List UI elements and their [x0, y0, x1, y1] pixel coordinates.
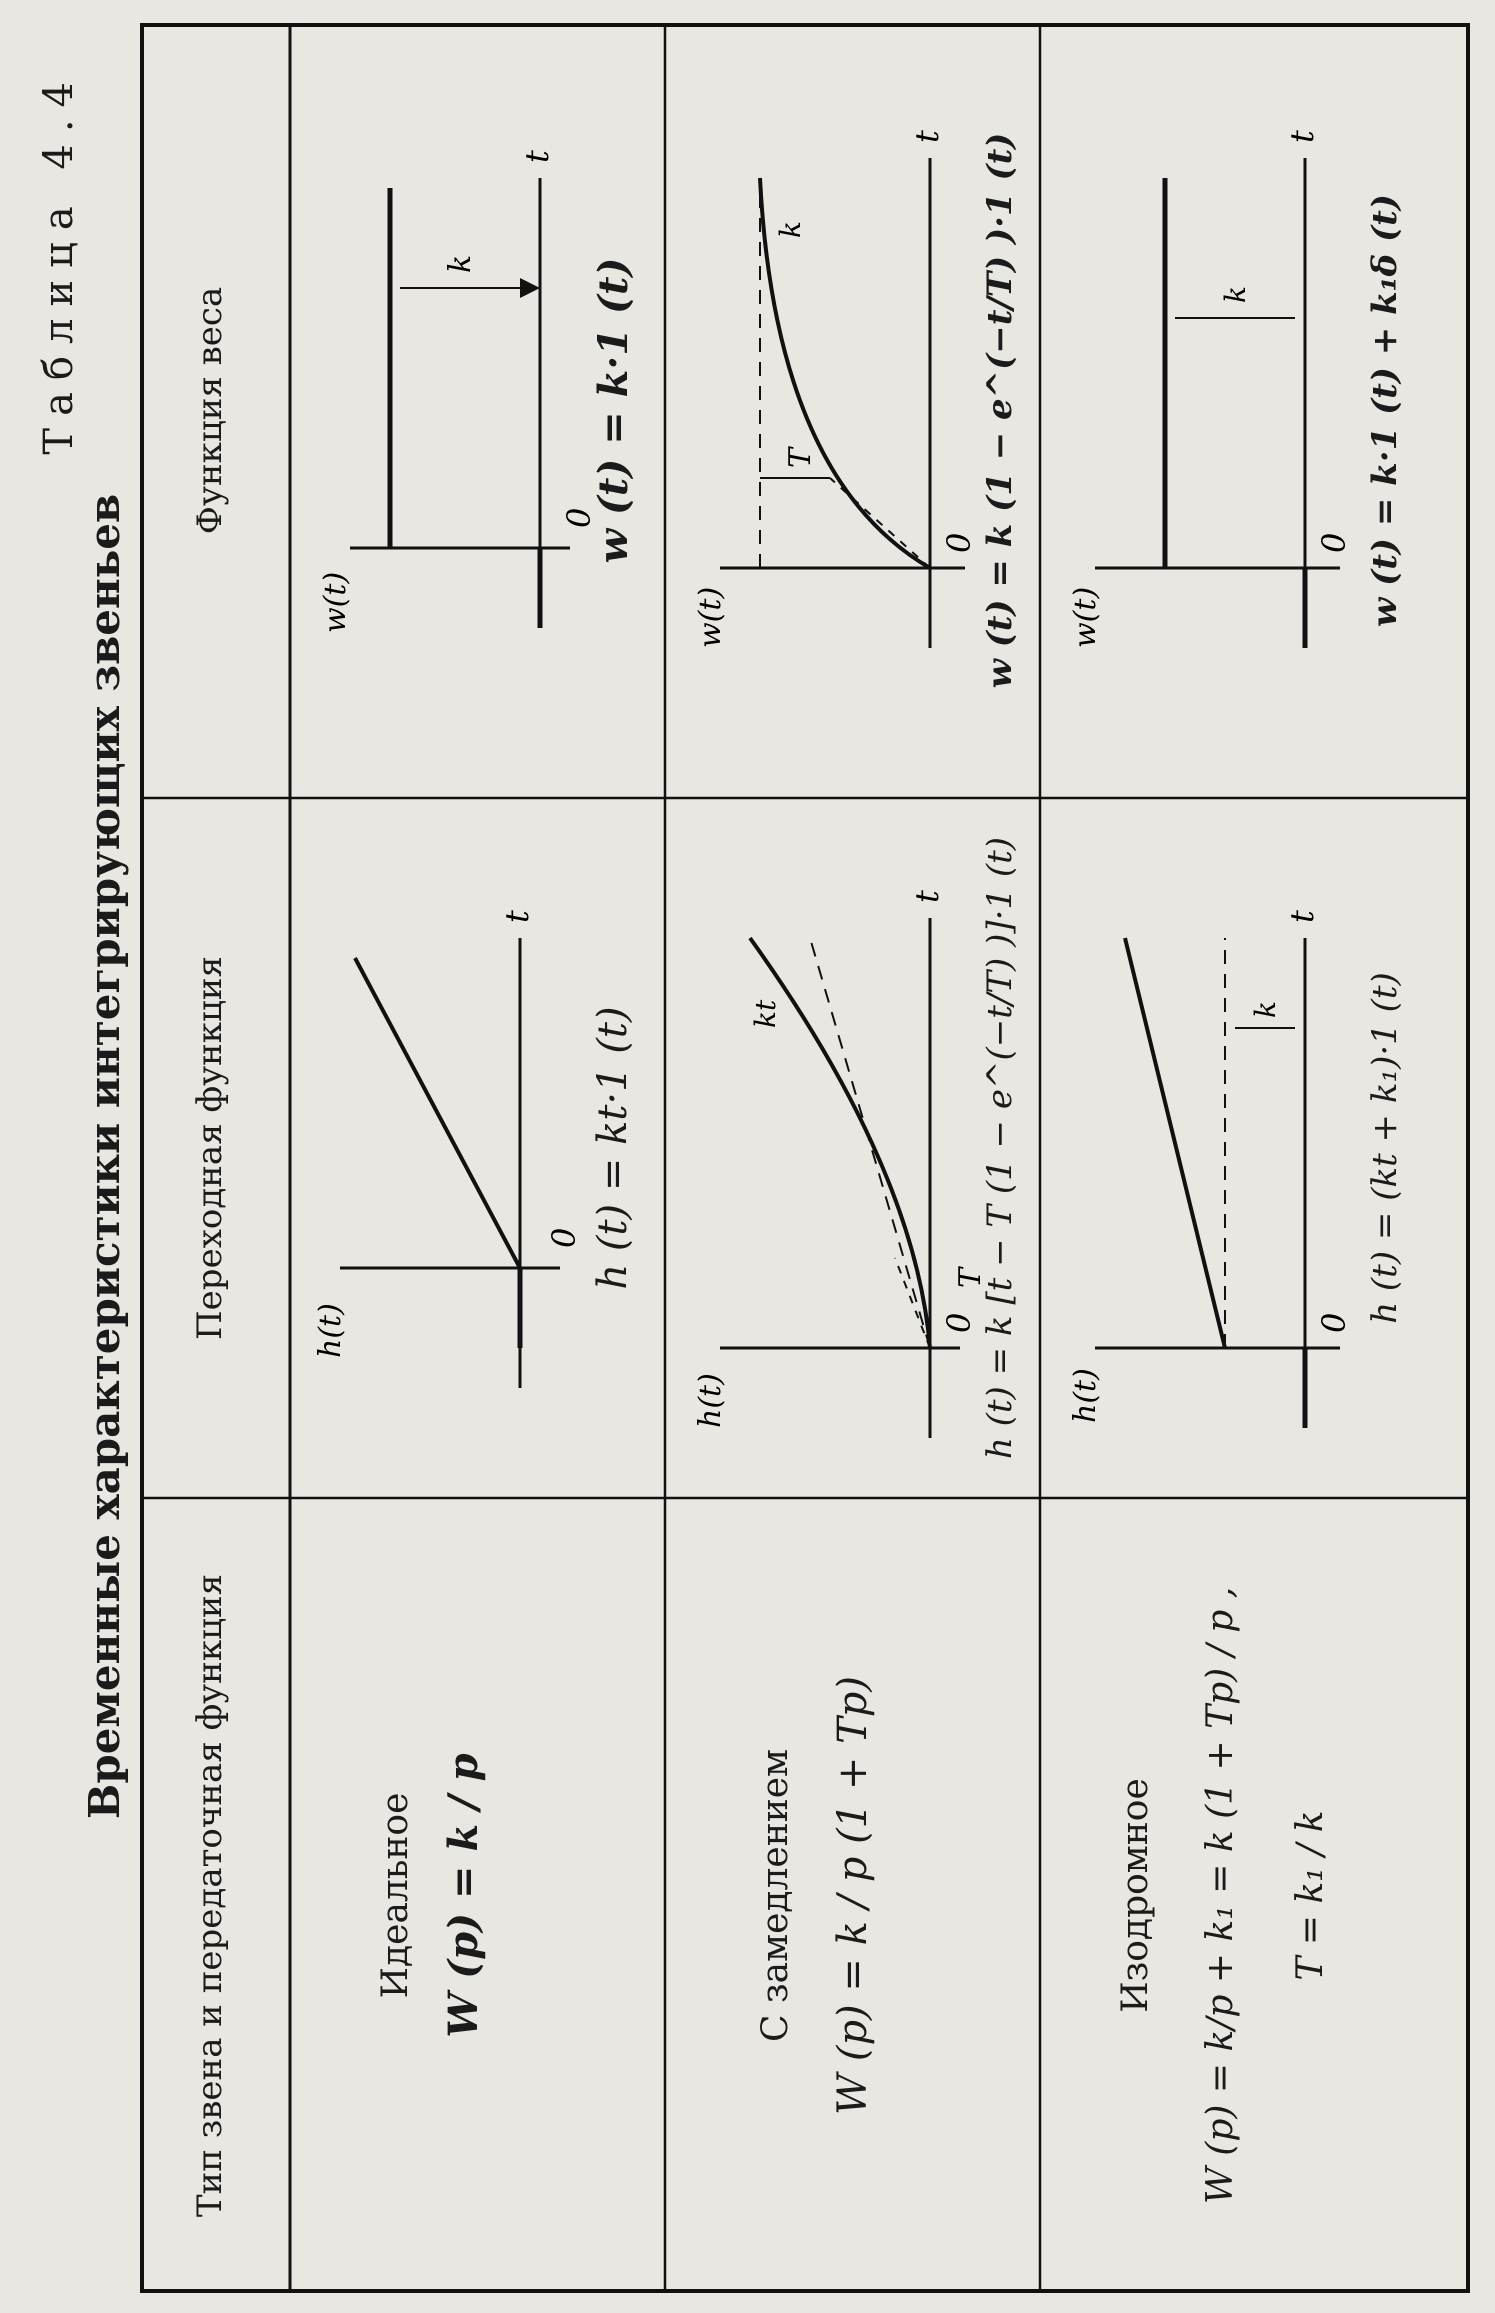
- row2-w-label: w(t): [693, 586, 728, 648]
- row2-h-label: h(t): [693, 1373, 728, 1428]
- row3-transfer-T: T = k₁ / k: [1290, 1810, 1331, 1981]
- row3-step-plot: [1055, 798, 1385, 1498]
- row2-type: С замедлением: [755, 1748, 796, 2043]
- row1-weight-plot: [300, 23, 620, 798]
- row1-zero-label: 0: [545, 1227, 583, 1248]
- row1-step-plot: [300, 798, 630, 1498]
- row2-k-label: k: [774, 221, 807, 238]
- row1-w-label: w(t): [318, 571, 353, 633]
- row3-w-label: w(t): [1068, 586, 1103, 648]
- row3-w-t-label: t: [1283, 130, 1321, 143]
- row1-h-label: h(t): [313, 1303, 348, 1358]
- header-weight-function: Функция веса: [190, 286, 230, 535]
- row2-w-zero-label: 0: [940, 532, 978, 553]
- characteristics-table: [140, 23, 1470, 2293]
- row2-w-t-label: t: [908, 130, 946, 143]
- table-title: Временные характеристики интегрирующих звеньев: [80, 493, 129, 1820]
- row3-type: Изодромное: [1115, 1778, 1156, 2013]
- row1-type: Идеальное: [375, 1792, 416, 1999]
- header-type-transfer: Тип звена и передаточная функция: [190, 1573, 230, 2218]
- row2-weight-plot: [680, 23, 1010, 798]
- row2-T-label: T: [953, 1267, 988, 1288]
- row3-h-label: h(t): [1068, 1368, 1103, 1423]
- row3-w-formula: w (t) = k·1 (t) + k₁δ (t): [1365, 194, 1405, 627]
- row1-transfer: W (p) = k / p: [440, 1753, 487, 2038]
- row1-k-label: k: [443, 254, 478, 273]
- row3-zero-label: 0: [1315, 1312, 1353, 1333]
- row3-t-label: t: [1283, 910, 1321, 923]
- row2-t-label: t: [908, 890, 946, 903]
- row3-h-formula: h (t) = (kt + k₁)·1 (t): [1365, 972, 1405, 1324]
- row2-w-formula: w (t) = k (1 − e^(−t/T) )·1 (t): [980, 132, 1020, 689]
- row2-h-formula: h (t) = k [t − T (1 − e^(−t/T) )]·1 (t): [980, 836, 1020, 1460]
- row2-transfer: W (p) = k / p (1 + Tp): [830, 1676, 876, 2115]
- table-caption: Таблица 4.4: [36, 70, 82, 455]
- row1-w-formula: w (t) = k·1 (t): [590, 257, 637, 564]
- row2-w-T-label: T: [783, 447, 818, 468]
- header-step-response: Переходная функция: [190, 956, 230, 1340]
- row3-w-zero-label: 0: [1315, 532, 1353, 553]
- row3-w-k-label: k: [1219, 286, 1252, 303]
- row1-h-formula: h (t) = kt·1 (t): [590, 1006, 636, 1290]
- row3-transfer: W (p) = k/p + k₁ = k (1 + Tp) / p ,: [1200, 1586, 1241, 2205]
- row1-w-t-label: t: [518, 150, 556, 163]
- row3-k-label: k: [1249, 1001, 1282, 1018]
- row1-t-label: t: [498, 910, 536, 923]
- row3-weight-plot: [1055, 23, 1385, 798]
- row2-zero-label: 0: [940, 1312, 978, 1333]
- row1-w-zero-label: 0: [560, 507, 598, 528]
- row2-step-plot: [680, 798, 1010, 1498]
- row2-kt-label: kt: [749, 999, 782, 1028]
